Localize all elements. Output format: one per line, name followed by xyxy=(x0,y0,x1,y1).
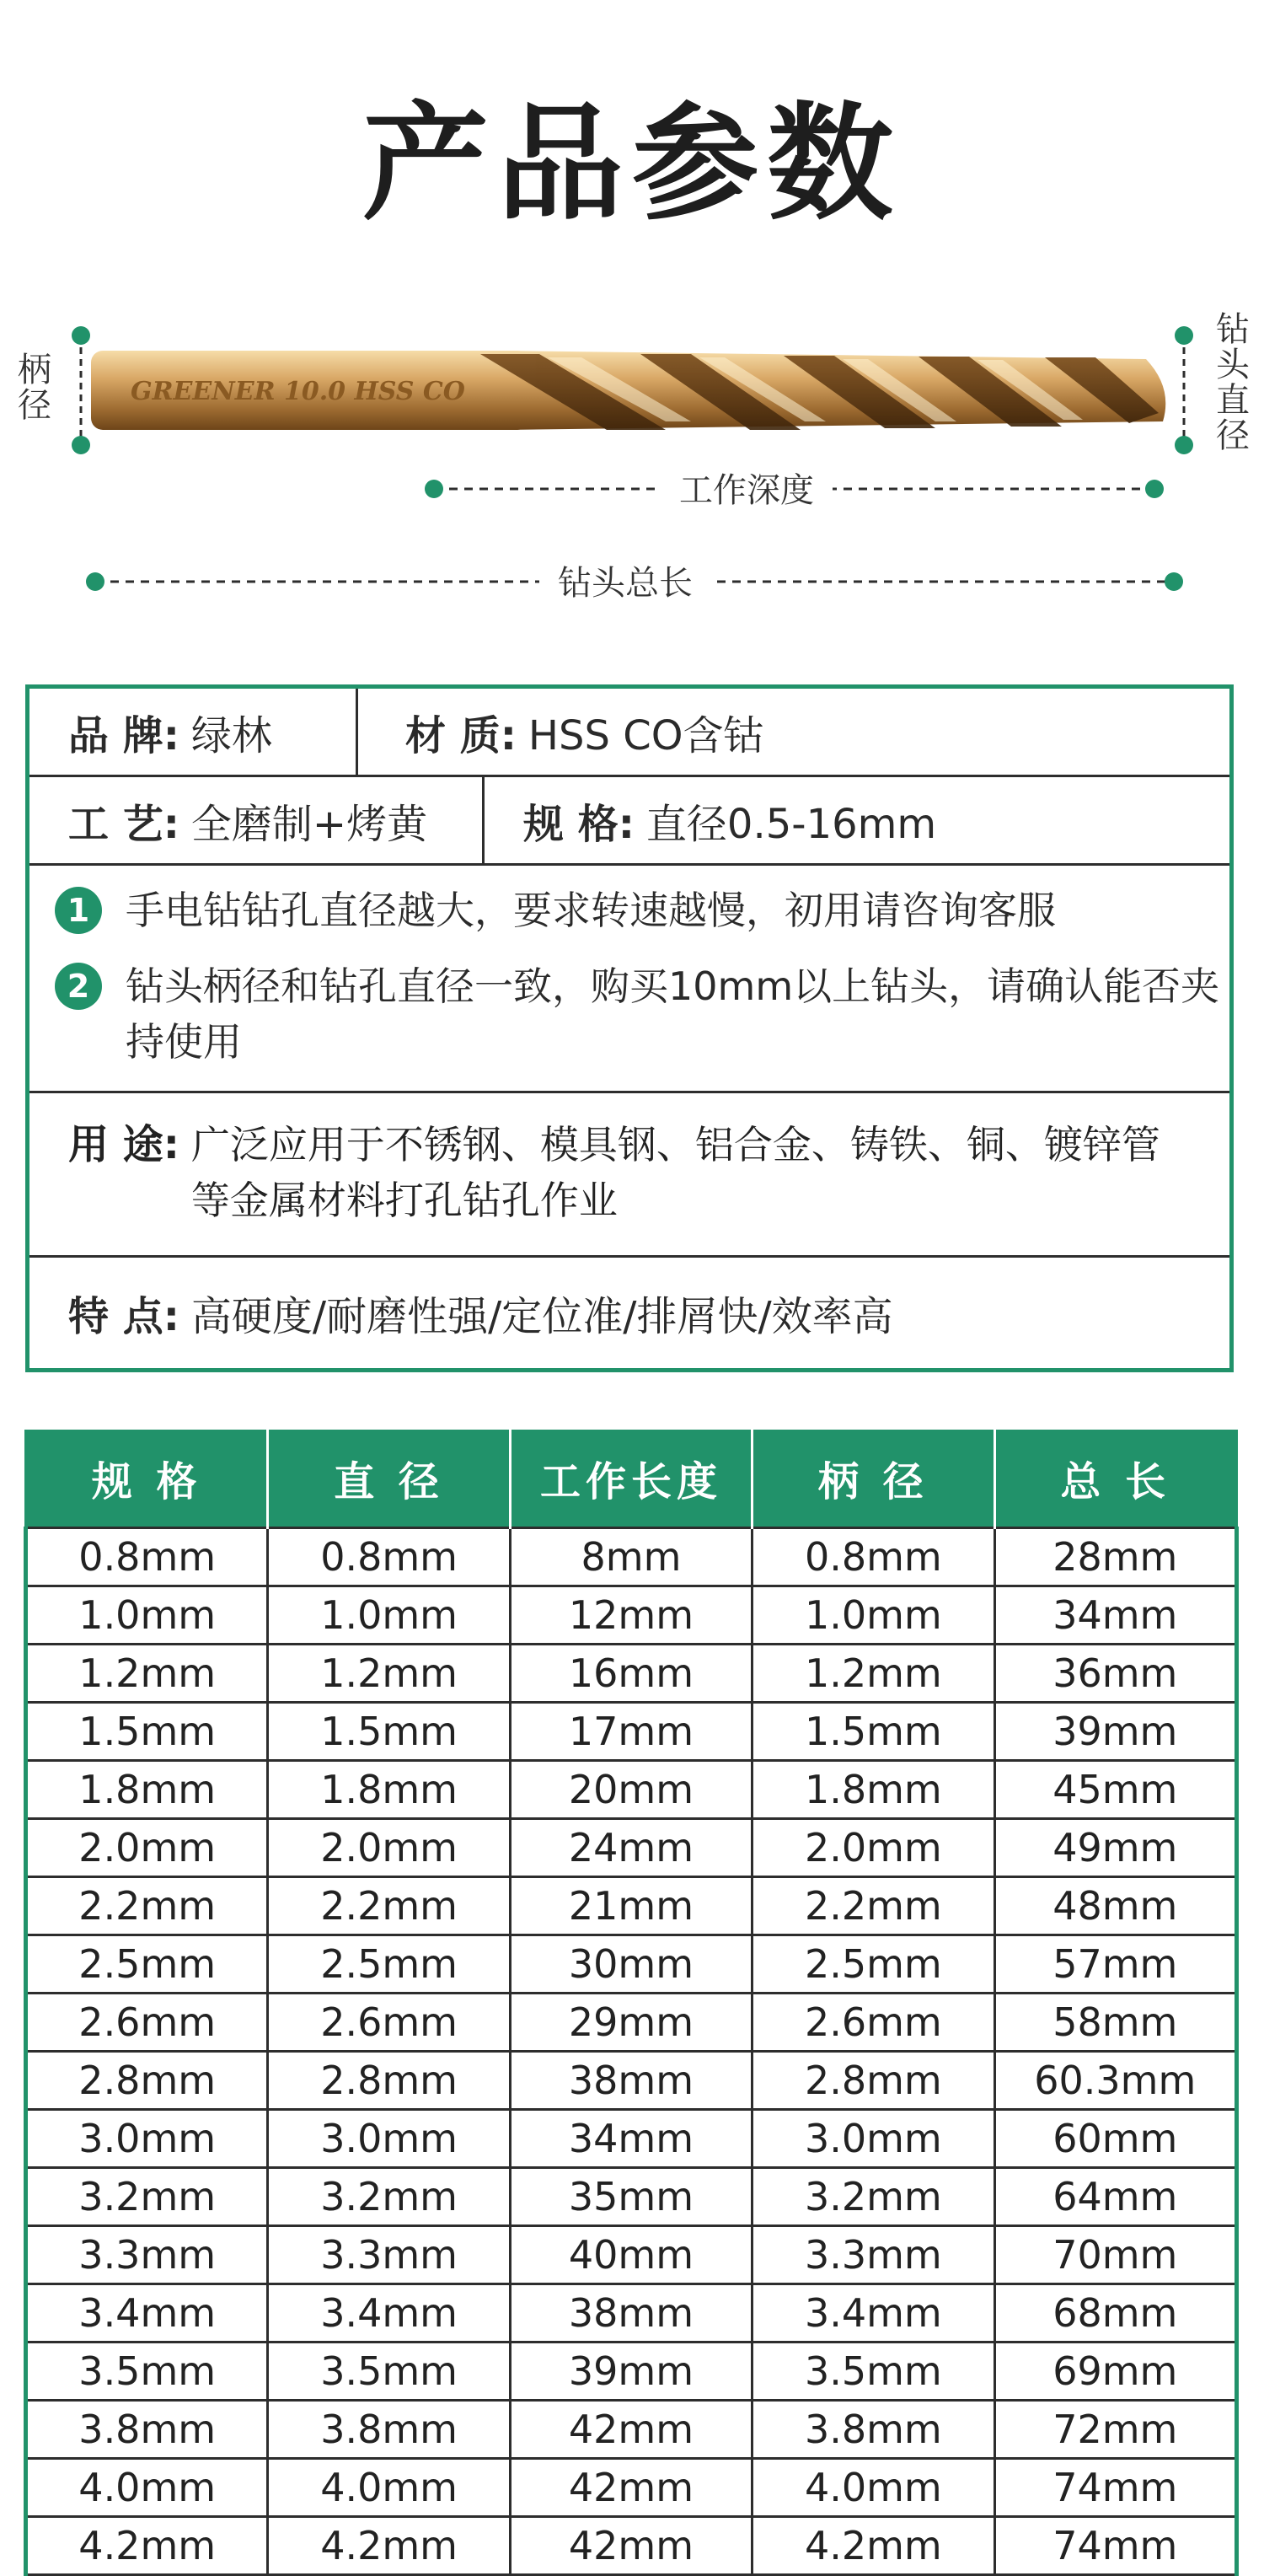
table-cell: 42mm xyxy=(510,2517,752,2575)
dot xyxy=(72,326,90,345)
table-cell: 2.0mm xyxy=(753,1819,994,1877)
table-cell: 3.2mm xyxy=(268,2168,510,2226)
table-cell: 30mm xyxy=(510,1935,752,1994)
table-cell: 1.2mm xyxy=(753,1645,994,1703)
table-cell: 39mm xyxy=(510,2343,752,2401)
table-cell: 20mm xyxy=(510,1761,752,1819)
table-cell: 1.5mm xyxy=(753,1703,994,1761)
table-row xyxy=(26,2168,1237,2226)
spec-panel xyxy=(25,684,1234,1372)
table-cell: 34mm xyxy=(510,2110,752,2168)
table-cell: 1.2mm xyxy=(268,1645,510,1703)
table-cell: 69mm xyxy=(994,2343,1236,2401)
work-depth-label: 工作深度 xyxy=(661,464,833,512)
table-cell: 38mm xyxy=(510,2052,752,2110)
drill-diagram xyxy=(0,295,1264,615)
table-row xyxy=(26,1761,1237,1819)
note-number-badge: 2 xyxy=(55,963,102,1010)
table-row xyxy=(26,1877,1237,1935)
size-table xyxy=(24,1430,1239,2576)
note-text: 钻头柄径和钻孔直径一致，购买10mm以上钻头，请确认能否夹持使用 xyxy=(126,963,1220,1065)
table-cell: 12mm xyxy=(510,1586,752,1645)
table-cell: 2.0mm xyxy=(26,1819,268,1877)
table-cell: 39mm xyxy=(994,1703,1236,1761)
size-key: 规 格: xyxy=(523,800,635,848)
col-header-total-length: 总 长 xyxy=(994,1430,1236,1528)
col-header-work-length: 工作长度 xyxy=(510,1430,752,1528)
table-cell: 2.5mm xyxy=(268,1935,510,1994)
table-cell: 49mm xyxy=(994,1819,1236,1877)
table-cell: 1.0mm xyxy=(26,1586,268,1645)
table-cell: 24mm xyxy=(510,1819,752,1877)
table-cell: 3.2mm xyxy=(753,2168,994,2226)
table-row xyxy=(26,1586,1237,1645)
usage-value: 广泛应用于不锈钢、模具钢、铝合金、铸铁、铜、镀锌管等金属材料打孔钻孔作业 xyxy=(190,1122,1160,1223)
table-cell: 3.8mm xyxy=(268,2401,510,2459)
table-cell: 34mm xyxy=(994,1586,1236,1645)
dot xyxy=(1175,326,1193,345)
spec-row-features xyxy=(29,1258,1229,1368)
table-cell: 3.0mm xyxy=(268,2110,510,2168)
table-cell: 1.2mm xyxy=(26,1645,268,1703)
table-cell: 3.3mm xyxy=(268,2226,510,2284)
table-row xyxy=(26,1935,1237,1994)
spec-notes xyxy=(29,866,1229,1093)
process-key: 工 艺: xyxy=(68,800,179,848)
table-cell: 58mm xyxy=(994,1994,1236,2052)
table-cell: 1.8mm xyxy=(26,1761,268,1819)
table-body xyxy=(26,1528,1237,2575)
table-cell: 3.8mm xyxy=(26,2401,268,2459)
table-cell: 35mm xyxy=(510,2168,752,2226)
table-cell: 1.8mm xyxy=(753,1761,994,1819)
table-row xyxy=(26,1994,1237,2052)
table-cell: 1.5mm xyxy=(26,1703,268,1761)
table-row xyxy=(26,1645,1237,1703)
table-cell: 57mm xyxy=(994,1935,1236,1994)
table-cell: 4.2mm xyxy=(753,2517,994,2575)
table-row xyxy=(26,2459,1237,2517)
table-cell: 60mm xyxy=(994,2110,1236,2168)
dot xyxy=(72,436,90,454)
table-cell: 4.0mm xyxy=(753,2459,994,2517)
table-cell: 2.5mm xyxy=(753,1935,994,1994)
table-cell: 40mm xyxy=(510,2226,752,2284)
table-cell: 2.2mm xyxy=(26,1877,268,1935)
table-cell: 2.0mm xyxy=(268,1819,510,1877)
table-cell: 0.8mm xyxy=(26,1528,268,1586)
table-cell: 3.5mm xyxy=(268,2343,510,2401)
table-row xyxy=(26,2226,1237,2284)
table-cell: 45mm xyxy=(994,1761,1236,1819)
table-cell: 3.2mm xyxy=(26,2168,268,2226)
table-cell: 64mm xyxy=(994,2168,1236,2226)
page-title: 产品参数 xyxy=(362,91,902,238)
table-cell: 4.2mm xyxy=(268,2517,510,2575)
note-item xyxy=(55,883,1221,938)
table-row xyxy=(26,2401,1237,2459)
table-cell: 3.0mm xyxy=(26,2110,268,2168)
table-cell: 4.2mm xyxy=(26,2517,268,2575)
table-cell: 68mm xyxy=(994,2284,1236,2343)
table-cell: 74mm xyxy=(994,2459,1236,2517)
table-row xyxy=(26,2052,1237,2110)
table-cell: 3.4mm xyxy=(753,2284,994,2343)
table-cell: 29mm xyxy=(510,1994,752,2052)
size-value: 直径0.5-16mm xyxy=(645,800,937,848)
features-value: 高硬度/耐磨性强/定位准/排屑快/效率高 xyxy=(190,1293,893,1340)
spec-row-usage xyxy=(29,1093,1229,1258)
table-cell: 16mm xyxy=(510,1645,752,1703)
note-item xyxy=(55,958,1221,1070)
table-header-row xyxy=(26,1430,1237,1528)
table-cell: 2.8mm xyxy=(268,2052,510,2110)
material-value: HSS CO含钴 xyxy=(528,711,764,759)
table-cell: 38mm xyxy=(510,2284,752,2343)
process-value: 全磨制+烤黄 xyxy=(190,800,428,848)
material-key: 材 质: xyxy=(405,711,517,759)
table-cell: 1.0mm xyxy=(753,1586,994,1645)
table-row xyxy=(26,1703,1237,1761)
table-row xyxy=(26,2110,1237,2168)
table-row xyxy=(26,2517,1237,2575)
table-cell: 3.8mm xyxy=(753,2401,994,2459)
table-cell: 3.3mm xyxy=(26,2226,268,2284)
table-cell: 4.0mm xyxy=(268,2459,510,2517)
table-cell: 2.2mm xyxy=(753,1877,994,1935)
table-cell: 2.6mm xyxy=(753,1994,994,2052)
table-cell: 3.5mm xyxy=(753,2343,994,2401)
table-cell: 2.6mm xyxy=(268,1994,510,2052)
table-cell: 4.0mm xyxy=(26,2459,268,2517)
drill-engraving: GREENER 10.0 HSS CO xyxy=(131,377,465,406)
table-cell: 1.8mm xyxy=(268,1761,510,1819)
table-cell: 2.6mm xyxy=(26,1994,268,2052)
table-row xyxy=(26,1528,1237,1586)
table-cell: 42mm xyxy=(510,2459,752,2517)
table-cell: 2.8mm xyxy=(753,2052,994,2110)
table-cell: 3.3mm xyxy=(753,2226,994,2284)
table-cell: 28mm xyxy=(994,1528,1236,1586)
table-cell: 60.3mm xyxy=(994,2052,1236,2110)
features-key: 特 点: xyxy=(68,1293,179,1340)
dot xyxy=(1175,436,1193,454)
table-cell: 2.2mm xyxy=(268,1877,510,1935)
table-cell: 2.5mm xyxy=(26,1935,268,1994)
col-header-spec: 规 格 xyxy=(26,1430,268,1528)
table-cell: 48mm xyxy=(994,1877,1236,1935)
brand-value: 绿林 xyxy=(190,711,272,759)
total-length-label: 钻头总长 xyxy=(539,556,711,604)
table-row xyxy=(26,2284,1237,2343)
table-cell: 0.8mm xyxy=(753,1528,994,1586)
shank-diameter-label: 柄径 xyxy=(18,351,51,425)
col-header-diameter: 直 径 xyxy=(268,1430,510,1528)
table-cell: 36mm xyxy=(994,1645,1236,1703)
table-cell: 3.4mm xyxy=(26,2284,268,2343)
spec-row-process-size xyxy=(29,777,1229,866)
table-cell: 21mm xyxy=(510,1877,752,1935)
table-cell: 1.5mm xyxy=(268,1703,510,1761)
brand-key: 品 牌: xyxy=(68,711,179,759)
table-cell: 3.4mm xyxy=(268,2284,510,2343)
note-text: 手电钻钻孔直径越大，要求转速越慢，初用请咨询客服 xyxy=(126,888,1056,933)
table-cell: 1.0mm xyxy=(268,1586,510,1645)
table-cell: 0.8mm xyxy=(268,1528,510,1586)
table-cell: 72mm xyxy=(994,2401,1236,2459)
usage-key: 用 途: xyxy=(68,1121,179,1168)
table-cell: 8mm xyxy=(510,1528,752,1586)
table-row xyxy=(26,1819,1237,1877)
drill-diameter-label: 钻头直径 xyxy=(1216,310,1250,455)
table-cell: 42mm xyxy=(510,2401,752,2459)
table-cell: 3.0mm xyxy=(753,2110,994,2168)
table-row xyxy=(26,2343,1237,2401)
spec-row-brand-material xyxy=(29,689,1229,777)
table-cell: 70mm xyxy=(994,2226,1236,2284)
table-cell: 74mm xyxy=(994,2517,1236,2575)
table-cell: 3.5mm xyxy=(26,2343,268,2401)
note-number-badge: 1 xyxy=(55,887,102,934)
col-header-shank: 柄 径 xyxy=(753,1430,994,1528)
table-cell: 17mm xyxy=(510,1703,752,1761)
table-cell: 2.8mm xyxy=(26,2052,268,2110)
